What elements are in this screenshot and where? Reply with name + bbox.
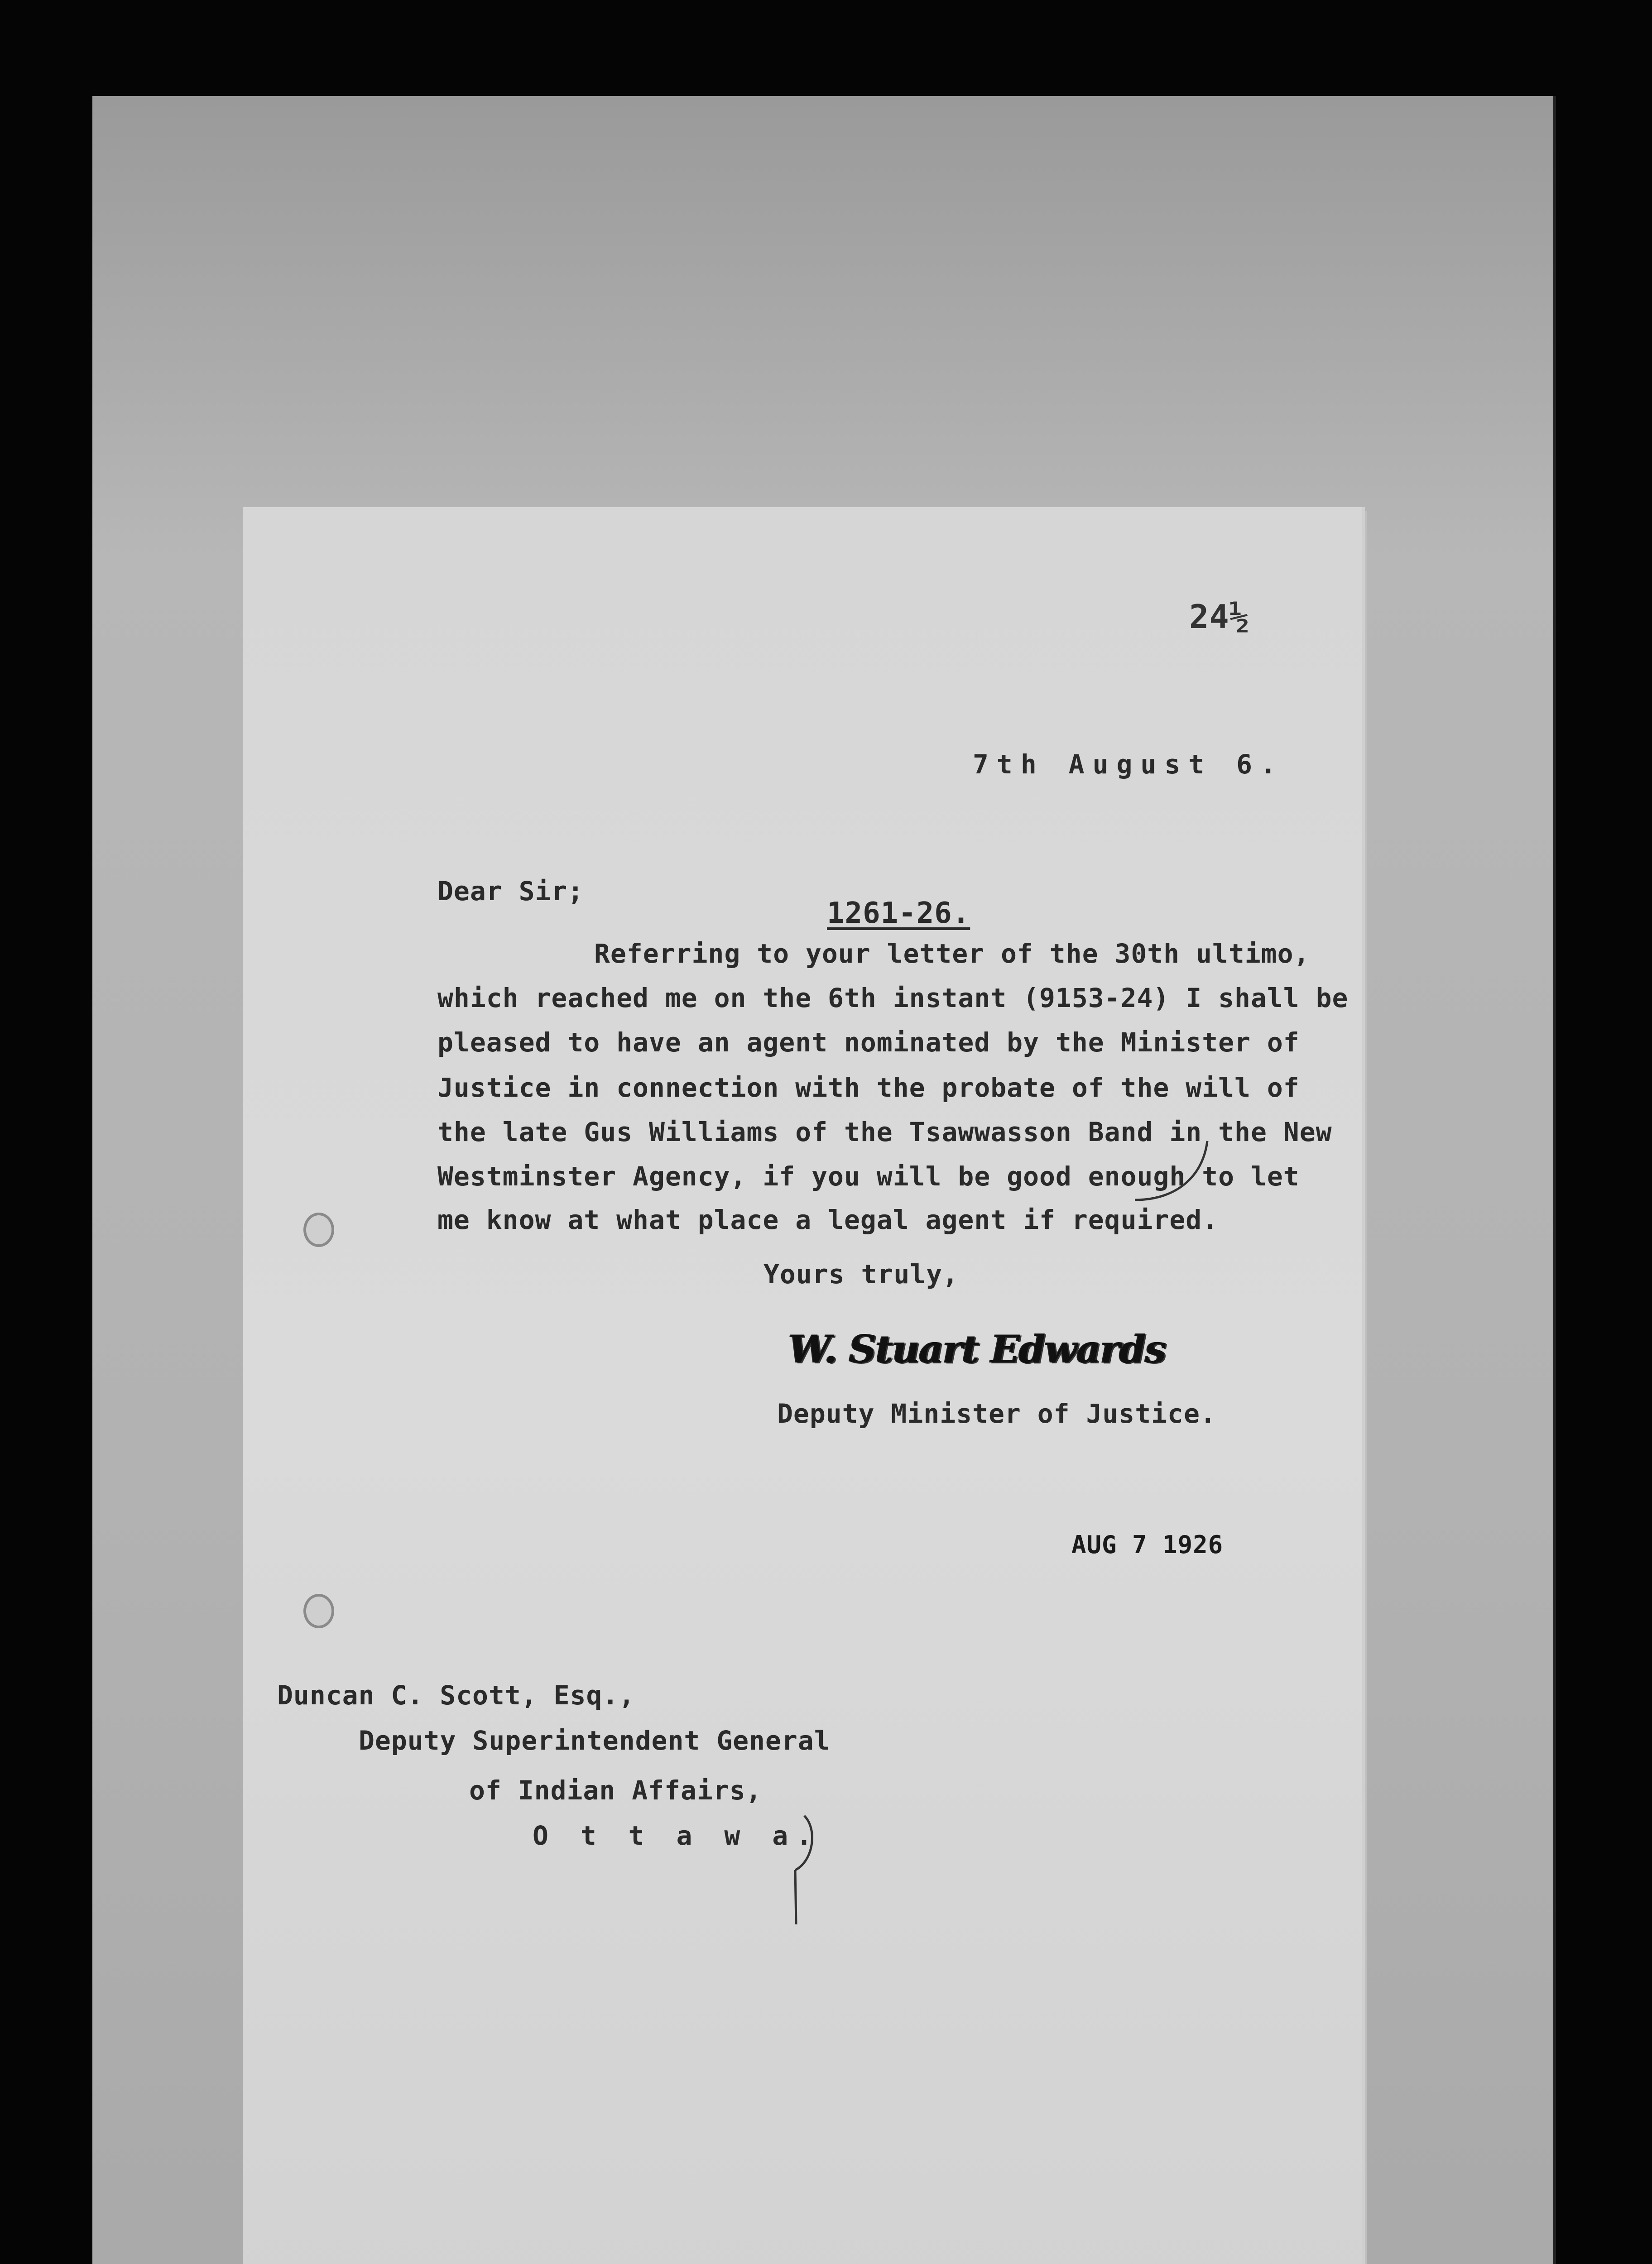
body-line: me know at what place a legal agent if required. (437, 1204, 1219, 1235)
address-line: Duncan C. Scott, Esq., (277, 1680, 635, 1711)
punch-hole (303, 1213, 334, 1247)
body-line: Justice in connection with the probate of the will of (437, 1072, 1300, 1103)
page-number: 24½ (1189, 598, 1250, 636)
address-line: of Indian Affairs, (469, 1775, 762, 1806)
closing: Yours truly, (764, 1259, 959, 1290)
body-line: Westminster Agency, if you will be good enough to let (437, 1161, 1300, 1192)
address-line: O t t a w a. (533, 1820, 821, 1851)
file-reference: 1261-26. (827, 897, 970, 930)
body-line: Referring to your letter of the 30th ultimo, (594, 938, 1310, 969)
received-date-stamp: AUG 7 1926 (1071, 1530, 1224, 1559)
punch-hole (303, 1594, 334, 1628)
pencil-mark (1117, 1132, 1216, 1223)
body-line: the late Gus Williams of the Tsawwasson Band in the New (437, 1117, 1332, 1147)
letter-page (243, 507, 1362, 2264)
body-line: pleased to have an agent nominated by the Minister of (437, 1027, 1300, 1058)
letter-date: 7th August 6. (973, 749, 1284, 780)
pencil-mark (777, 1811, 831, 1929)
signature-title: Deputy Minister of Justice. (777, 1398, 1216, 1429)
salutation: Dear Sir; (437, 876, 584, 907)
signature: W. Stuart Edwards (788, 1327, 1166, 1372)
address-line: Deputy Superintendent General (359, 1725, 831, 1756)
body-line: which reached me on the 6th instant (9153-24) I shall be (437, 983, 1349, 1013)
